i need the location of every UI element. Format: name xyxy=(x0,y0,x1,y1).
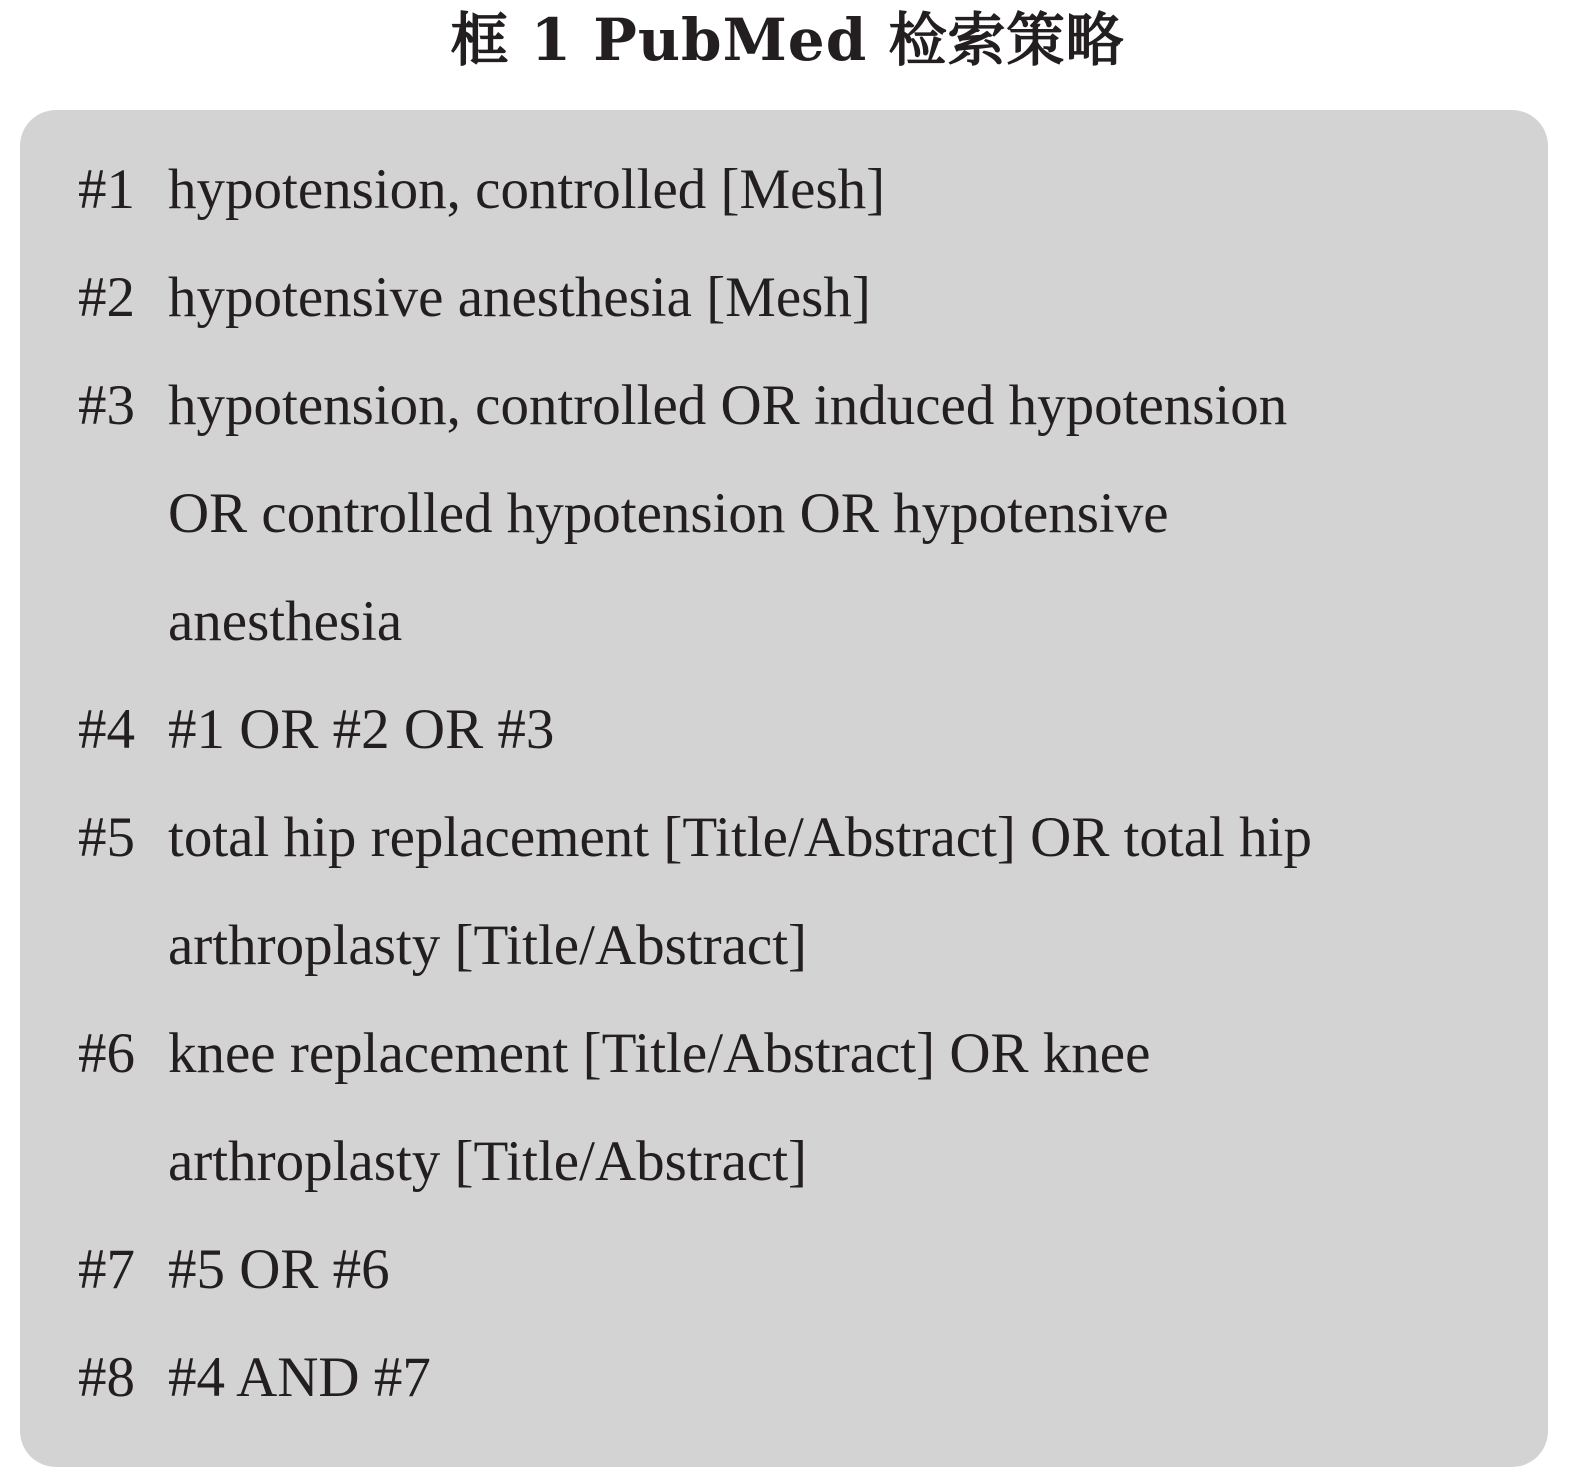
search-strategy-panel xyxy=(20,110,1548,1467)
step-query: arthroplasty [Title/Abstract] xyxy=(168,1130,808,1193)
step-number: #8 xyxy=(78,1346,135,1409)
step-query: hypotensive anesthesia [Mesh] xyxy=(168,266,871,329)
strategy-line-3-cont-1 xyxy=(20,460,1548,568)
step-query: #5 OR #6 xyxy=(168,1238,390,1301)
step-query: hypotension, controlled [Mesh] xyxy=(168,158,886,221)
strategy-line-6 xyxy=(20,1000,1548,1108)
strategy-line-4 xyxy=(20,676,1548,784)
strategy-line-5-cont xyxy=(20,892,1548,1000)
step-number: #3 xyxy=(78,374,135,437)
strategy-line-2 xyxy=(20,244,1548,352)
strategy-line-6-cont xyxy=(20,1108,1548,1216)
strategy-line-1 xyxy=(20,136,1548,244)
step-number: #6 xyxy=(78,1022,135,1085)
step-number: #7 xyxy=(78,1238,135,1301)
step-query: hypotension, controlled OR induced hypotension xyxy=(168,374,1288,437)
strategy-line-5 xyxy=(20,784,1548,892)
step-query: #4 AND #7 xyxy=(168,1346,431,1409)
step-number: #4 xyxy=(78,698,135,761)
strategy-line-7 xyxy=(20,1216,1548,1324)
step-number: #5 xyxy=(78,806,135,869)
strategy-line-3 xyxy=(20,352,1548,460)
strategy-line-8 xyxy=(20,1324,1548,1432)
step-query: OR controlled hypotension OR hypotensive xyxy=(168,482,1169,545)
step-query: knee replacement [Title/Abstract] OR knee xyxy=(168,1022,1151,1085)
step-number: #2 xyxy=(78,266,135,329)
step-query: total hip replacement [Title/Abstract] OR total hip xyxy=(168,806,1312,869)
step-query: arthroplasty [Title/Abstract] xyxy=(168,914,808,977)
step-query: anesthesia xyxy=(168,590,403,653)
strategy-line-3-cont-2 xyxy=(20,568,1548,676)
step-query: #1 OR #2 OR #3 xyxy=(168,698,555,761)
box-title: 框 1 PubMed 检索策略 xyxy=(450,6,1125,74)
step-number: #1 xyxy=(78,158,135,221)
